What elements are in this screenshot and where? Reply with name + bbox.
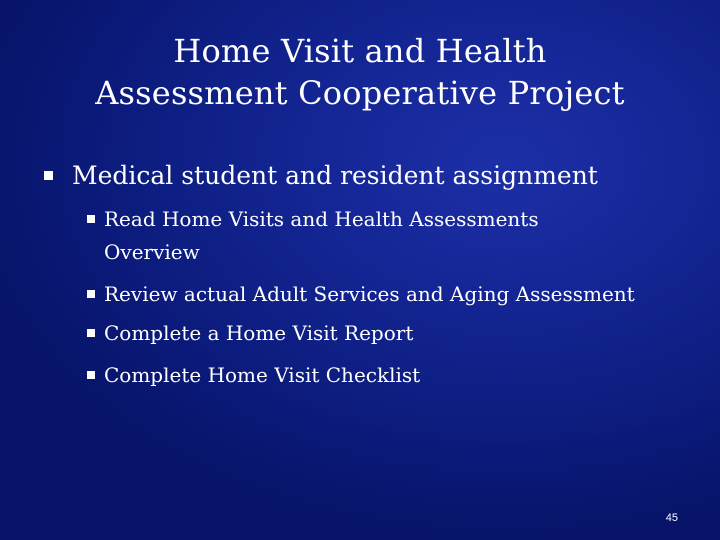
bullet-square-icon: [87, 290, 95, 298]
bullet-square-icon: [87, 329, 95, 337]
sub-bullet-text: Complete Home Visit Checklist: [104, 363, 421, 387]
bullet-square-icon: [87, 371, 95, 379]
bullet-level1-text: Medical student and resident assignment: [72, 161, 598, 190]
title-line-1: Home Visit and Health: [173, 32, 547, 70]
page-number: 45: [665, 512, 678, 524]
title-line-2: Assessment Cooperative Project: [95, 74, 625, 112]
bullet-square-icon: [44, 171, 53, 180]
bullet-square-icon: [87, 215, 95, 223]
sub-bullet-text: Read Home Visits and Health Assessments: [104, 207, 539, 231]
sub-bullet-text-continued: Overview: [104, 240, 200, 264]
sub-bullet-text: Complete a Home Visit Report: [104, 321, 414, 345]
sub-bullet-text: Review actual Adult Services and Aging Assessment: [104, 282, 635, 306]
